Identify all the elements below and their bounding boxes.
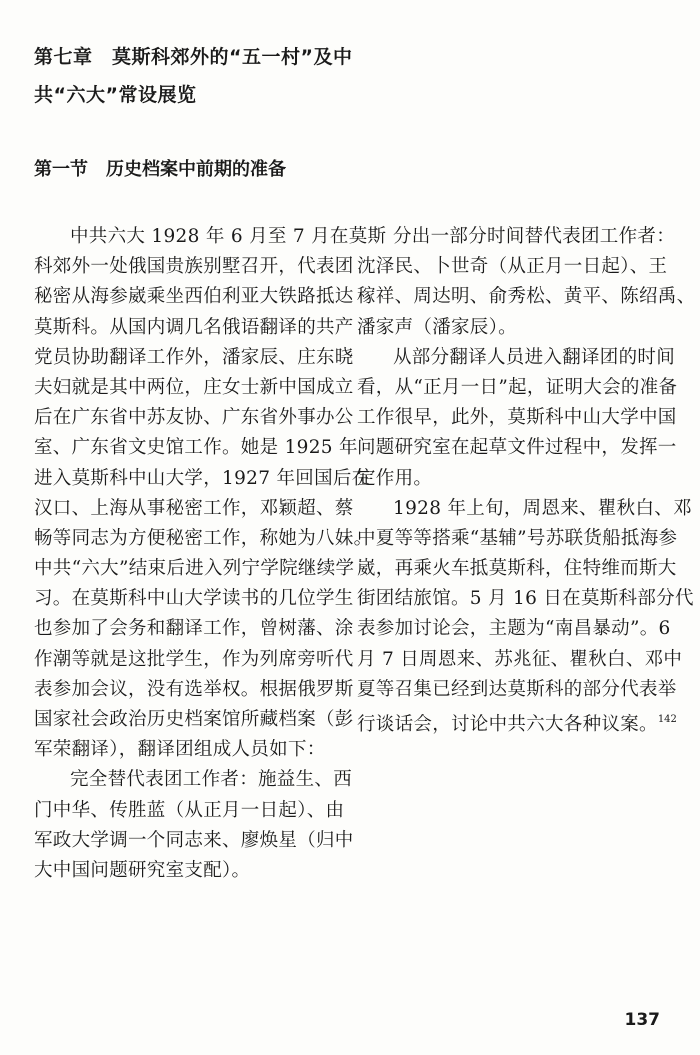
text-line: 党员协助翻译工作外，潘家辰、庄东晓	[34, 346, 354, 368]
text-line: 中共六大 1928 年 6 月至 7 月在莫斯	[70, 226, 387, 247]
chapter-title-line: 共“六大”常设展览	[34, 84, 197, 106]
text-line	[357, 705, 677, 735]
text-line: 看，从“正月一日”起，证明大会的准备	[357, 376, 678, 398]
chapter-title	[34, 38, 394, 114]
text-line: 秘密从海参崴乘坐西伯利亚大铁路抵达	[34, 286, 354, 308]
text-line: 作潮等就是这批学生，作为列席旁听代	[34, 648, 354, 670]
text-line: 月 7 日周恩来、苏兆征、瞿秋白、邓中	[357, 648, 683, 670]
text-line: 习。在莫斯科中山大学读书的几位学生	[34, 588, 354, 610]
text-line: 大中国问题研究室支配）。	[34, 859, 251, 881]
text-line: 室、广东省文史馆工作。她是 1925 年	[34, 437, 358, 459]
text-line: 军荣翻译），翻译团组成人员如下：	[34, 739, 326, 761]
text-line: 科郊外一处俄国贵族别墅召开，代表团	[34, 256, 354, 278]
text-line: 门中华、传胜蓝（从正月一日起）、由	[34, 799, 345, 821]
text-line: 莫斯科。从国内调几名俄语翻译的共产	[34, 316, 354, 338]
text-line: 潘家声（潘家辰）。	[357, 316, 517, 338]
text-line: 崴，再乘火车抵莫斯科，住特维而斯大	[357, 558, 677, 580]
text-line: 夏等召集已经到达莫斯科的部分代表举	[357, 678, 677, 700]
text-line: 中共“六大”结束后进入列宁学院继续学	[34, 558, 355, 580]
text-line: 完全替代表团工作者：施益生、西	[70, 769, 353, 791]
text-line: 也参加了会务和翻译工作，曾树藩、涂	[34, 618, 354, 640]
text-line: 国家社会政治历史档案馆所藏档案（彭	[34, 709, 354, 730]
text-line-content: 行谈话会，讨论中共六大各种议案。	[357, 714, 658, 735]
left-text-column	[34, 222, 387, 886]
text-line: 定作用。	[357, 467, 433, 489]
text-line: 沈泽民、卜世奇（从正月一日起）、王	[357, 256, 668, 278]
text-line: 表参加会议，没有选举权。根据俄罗斯	[34, 678, 354, 700]
text-line: 汉口、上海从事秘密工作，邓颖超、蔡	[34, 497, 354, 519]
text-line: 问题研究室在起草文件过程中，发挥一	[357, 437, 677, 459]
text-line: 1928 年上旬，周恩来、瞿秋白、邓	[393, 497, 692, 519]
page-number: 137	[624, 1010, 660, 1030]
text-line: 中夏等等搭乘“基辅”号苏联货船抵海参	[357, 527, 678, 549]
text-line: 夫妇就是其中两位，庄女士新中国成立	[34, 376, 354, 398]
text-line: 稼祥、周达明、俞秀松、黄平、陈绍禹、	[357, 286, 696, 308]
text-line: 后在广东省中苏友协、广东省外事办公	[34, 407, 354, 429]
text-line: 街团结旅馆。5 月 16 日在莫斯科部分代	[357, 588, 694, 610]
text-line: 表参加讨论会，主题为“南昌暴动”。6	[357, 618, 671, 640]
section-title: 第一节 历史档案中前期的准备	[34, 159, 286, 180]
text-line: 从部分翻译人员进入翻译团的时间	[393, 346, 676, 368]
footnote-reference[interactable]: 142	[657, 714, 677, 725]
chapter-title-line: 第七章 莫斯科郊外的“五一村”及中	[34, 46, 353, 68]
text-line: 分出一部分时间替代表团工作者：	[393, 226, 676, 247]
text-line: 工作很早，此外，莫斯科中山大学中国	[357, 407, 677, 429]
right-text-column	[357, 222, 696, 735]
text-line: 畅等同志为方便秘密工作，称她为八妹。	[34, 527, 373, 549]
text-line: 进入莫斯科中山大学，1927 年回国后在	[34, 467, 371, 489]
text-line: 军政大学调一个同志来、廖焕星（归中	[34, 829, 354, 851]
